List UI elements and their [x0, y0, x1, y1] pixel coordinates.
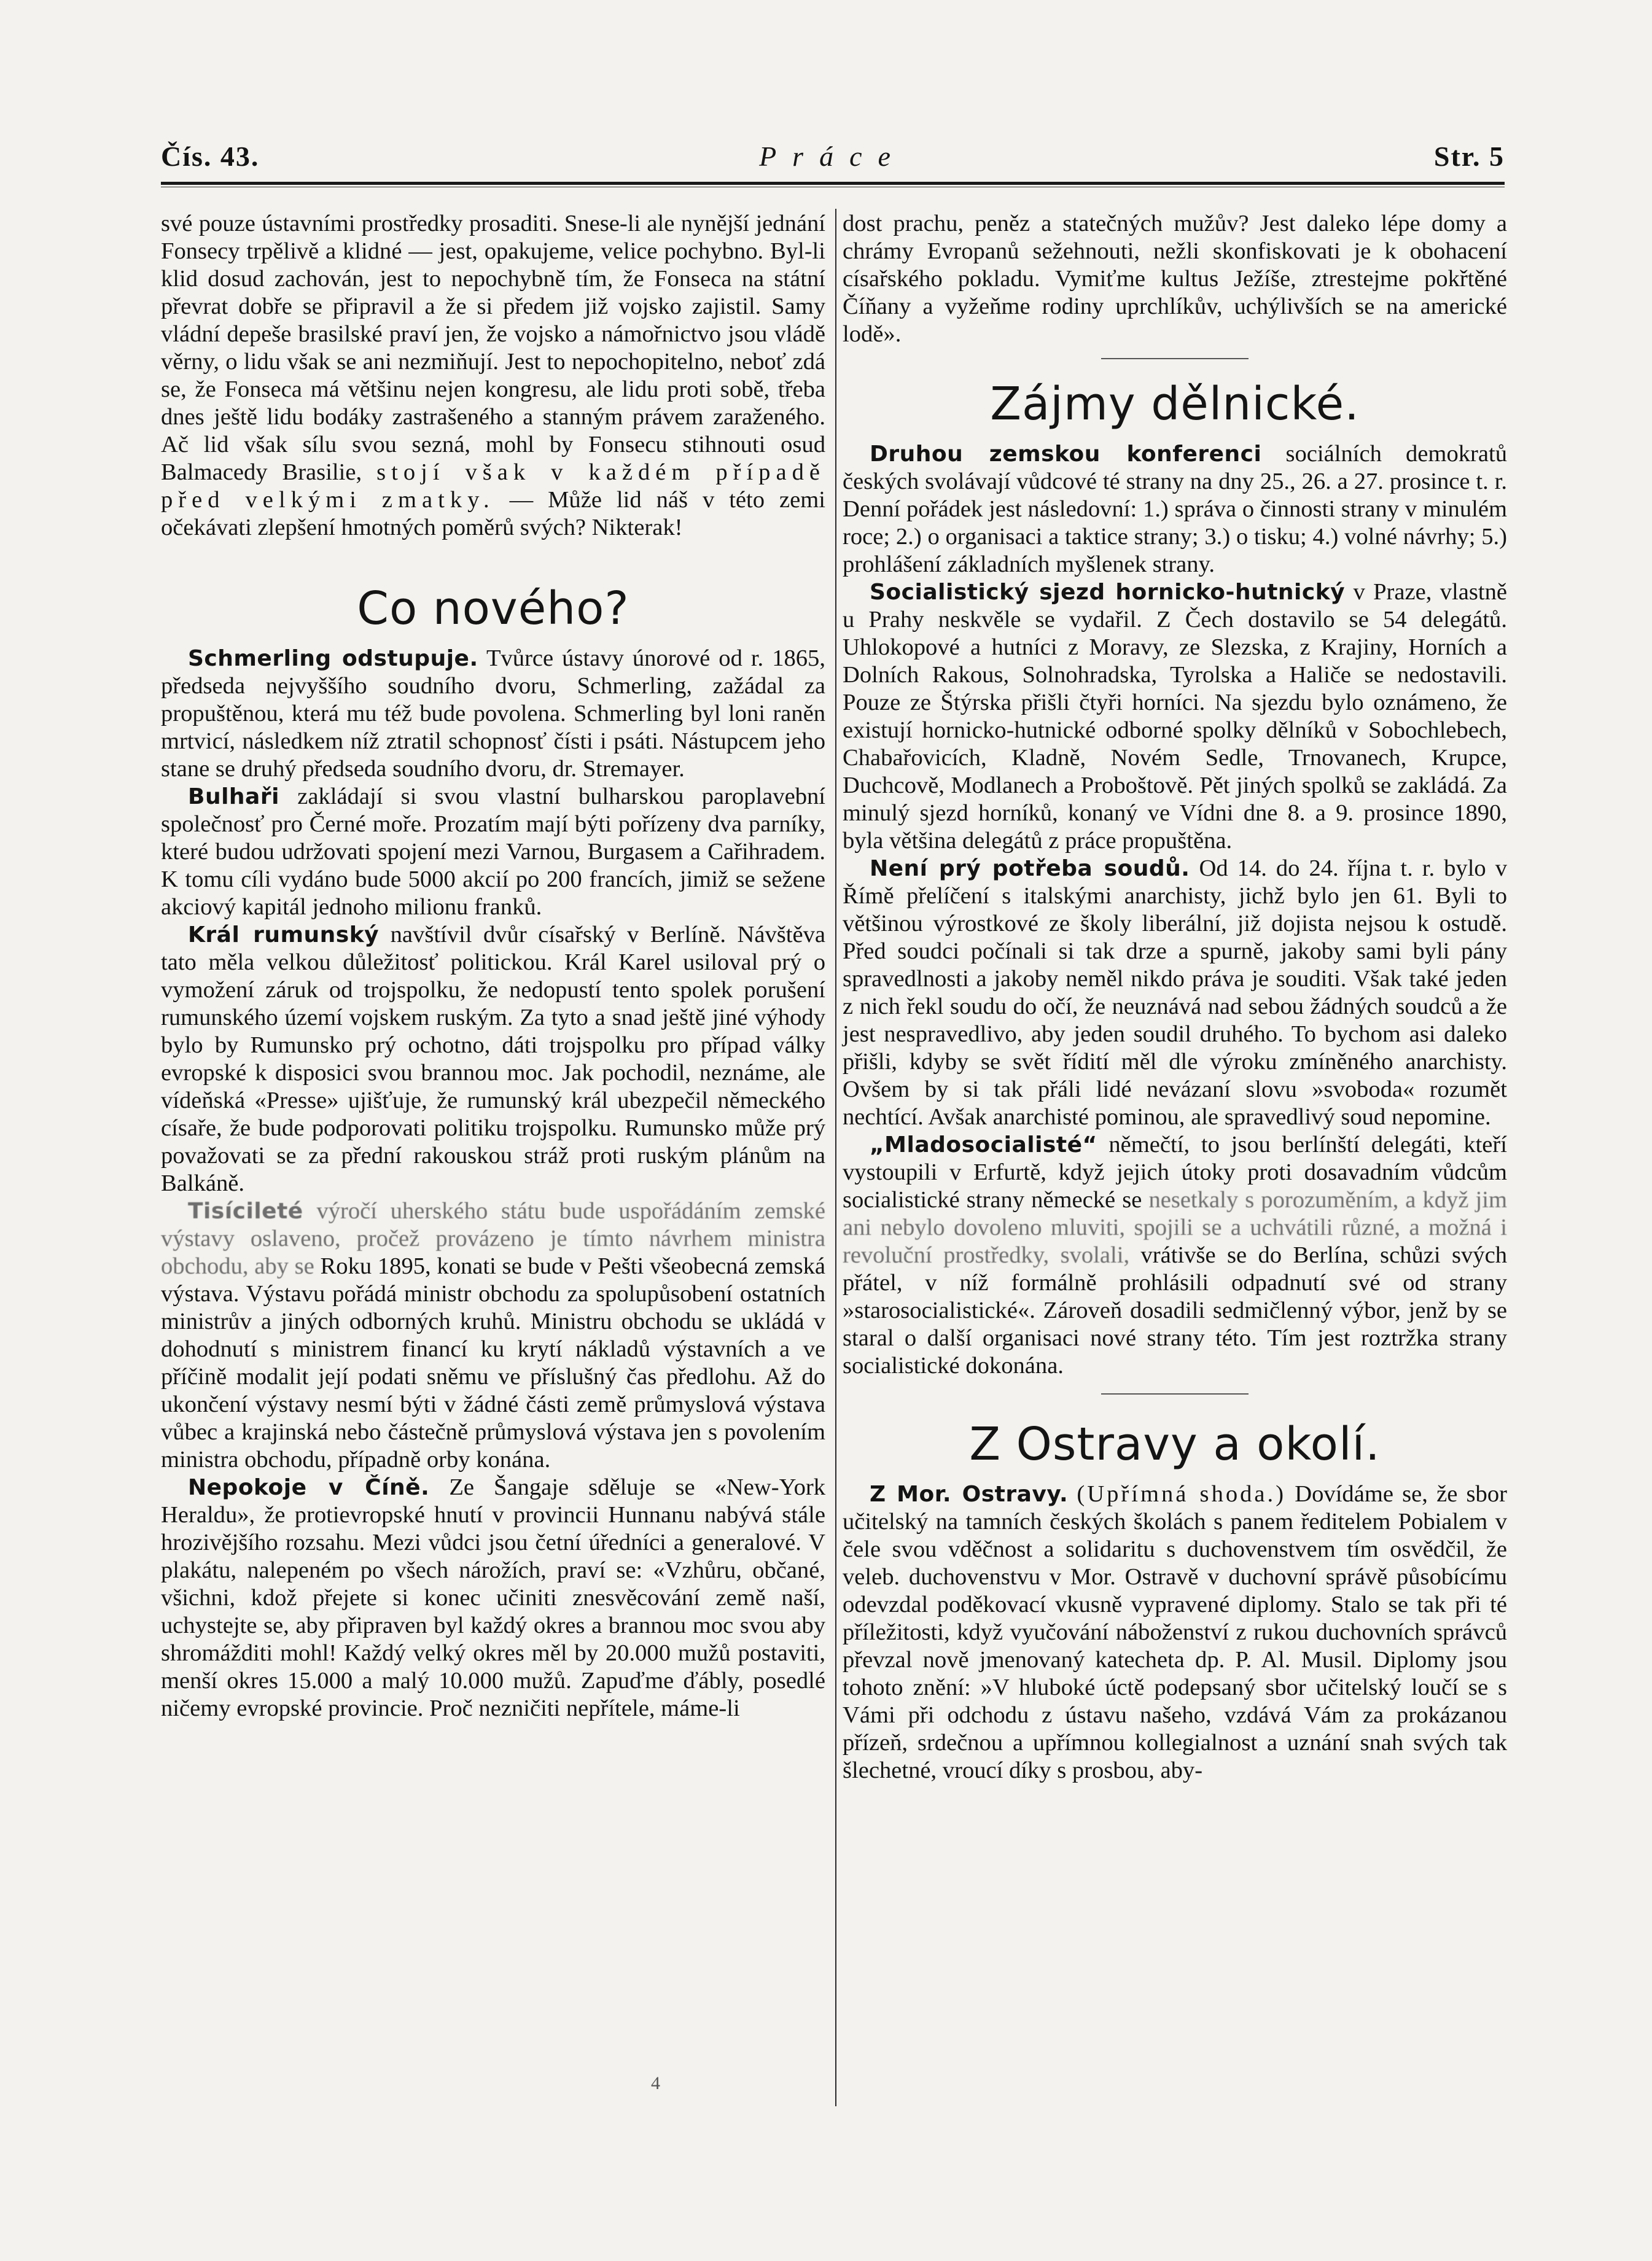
news-text-ostrava: Dovídáme se, že sbor učitelský na tamních českých školách s panem ředitelem Pobialem v čele svou vděčnost a solidaritu s duchovenstvem tím osvědčil, že veleb. duchovenstvu v Mor. Ostravě v duchovní správě působícímu odevzdal poděkovací vkusně vypravené diplomy. Stalo se tak při té příležitosti, když vyučování náboženství z rukou duchovních správců převzal nově jmenovaný katecheta dp. P. Al. Musil. Diplomy jsou tohoto znění: »V hluboké úctě podepsaný sbor učitelský loučí se s Vámi při odchodu z ústavu našeho, vzdává Vám za prokázanou přízeň, srdečnou a upřímnou kollegialnost a uznání snah svých tak šlechetné, vroucí díky s prosbou, aby-	[843, 1481, 1507, 1783]
brasilie-text: své pouze ústavními prostředky prosaditi. Snese-li ale nynější jednání Fonsecy trpělivě a klidné — jest, opakujeme, velice pochybno. Byl-li klid dosud zachován, jest to nepochybně tím, že Fonseca na státní převrat dobře se připravil a že si předem již vojsko zajistil. Samy vládní depeše brasilské praví jen, že vojsko a námořnictvo jsou vládě věrny, o lidu však se ani nezmiňují. Jest to nepochopitelno, neboť zdá se, že Fonseca má většinu nejen kongresu, ale lidu proti sobě, třeba dnes ještě lidu bodáky zastrašeného a stanným právem zaraženého. Ač lid však sílu svou sezná, mohl by Fonsecu stihnouti osud Balmacedy Brasilie,	[161, 211, 825, 485]
article-continuation-brasilie	[161, 210, 825, 542]
news-head-ostrava: Z Mor. Ostravy.	[870, 1482, 1069, 1507]
news-text-konference: sociálních demokratů českých svolávají vůdcové té strany na dny 25., 26. a 27. prosince t. r. Denní pořádek jest následovní: 1.) správa o činnosti strany v minulém roce; 2.) o organisaci a taktice strany; 3.) o tisku; 4.) volné návrhy; 5.) prohlášení základních myšlenek strany.	[843, 441, 1507, 577]
cina-continuation-text: dost prachu, peněz a statečných mužův? Jest daleko lépe domy a chrámy Evropanů sežehnouti, nežli skonfiskovati je k obohacení císařského pokladu. Vymiťme kultus Ježíše, ztrestejme pokřtěné Číňany a vyžeňme rodiny uprchlíkův, uchýlivších se na americké lodě».	[843, 211, 1507, 347]
news-text-mladosocialiste-2: vrátivše se do Berlína, schůzi svých přátel, v níž formálně prohlásili odpadnutí své od strany »starosocialistické«. Zároveň dosadili sedmičlenný výbor, jenž by se staral o další organisaci nové strany této. Tím jest roztržka strany socialistické dokonána.	[843, 1242, 1508, 1379]
newspaper-title: Práce	[759, 141, 906, 172]
news-faded-mladosocialiste-2: dovoleno mluviti, spojili se a uchvátili	[953, 1215, 1333, 1240]
news-text-tisicilete: Roku 1895, konati se bude v Pešti všeobecná zemská výstava. Výstavu pořádá ministr obchodu za spolupůsobení ostatních ministrův a jiných odborných kruhů. Ministru obchodu se ukládá v dohodnutí s ministrem financí ku krytí nákladů výstavních a ve příčině modalit její podati sněmu ve příslušný čas předlohu. Až do ukončení výstavy nesmí býti v žádné části země průmyslová výstava vůbec a krajinská nebo částečně průmyslová výstava jen s povolením ministra obchodu, případně orby konána.	[161, 1253, 825, 1473]
news-faded-mladosocialiste-3: různé, a možná i revoluční prostředky, svolali,	[843, 1215, 1507, 1268]
news-head-soudy: Není prý potřeba soudů.	[870, 856, 1190, 881]
news-item-kral-rumunsky	[161, 921, 825, 1197]
news-head-mladosocialiste: „Mladosocialisté“	[870, 1132, 1097, 1158]
article-continuation-cina	[843, 210, 1507, 348]
news-head-bulhari: Bulhaři	[188, 784, 279, 809]
right-column	[843, 210, 1507, 1784]
news-faded-mladosocialiste-1: nesetkaly s porozuměním, a když jim ani nebylo	[843, 1187, 1507, 1240]
news-subhead-ostrava: (Upřímná shoda.)	[1077, 1481, 1287, 1507]
news-head-tisicilete: Tisícileté	[188, 1199, 303, 1224]
news-item-nepokoje	[161, 1474, 825, 1722]
header-rule	[161, 182, 1505, 185]
section-title-co-noveho: Co nového?	[357, 582, 629, 635]
news-item-soudy	[843, 855, 1507, 1131]
news-head-sjezd: Socialistický sjezd hornicko-hutnický	[870, 580, 1346, 605]
brasilie-text-end: — Může lid náš v této zemi očekávati zlepšení hmotných poměrů svých? Nikterak!	[161, 487, 825, 540]
news-head-nepokoje: Nepokoje v Číně.	[188, 1475, 430, 1500]
page-header	[161, 140, 1505, 179]
news-faded-tisicilete-3: provázeno je tímto návrhem ministra obchodu, aby se	[161, 1226, 825, 1279]
news-head-konference: Druhou zemskou konferenci	[870, 442, 1262, 467]
news-text-schmerling: Tvůrce ústavy únorové od r. 1865, předseda nejvyššího soudního dvoru, Schmerling, zažádal za propuštěnou, která mu též bude povolena. Schmerling byl loni raněn mrtvicí, následkem níž ztratil schopnosť čísti i psáti. Nástupcem jeho stane se druhý předseda soudního dvoru, dr. Stremayer.	[161, 645, 825, 782]
news-item-mladosocialiste	[843, 1131, 1507, 1380]
left-column	[161, 210, 825, 1722]
news-item-konference	[843, 440, 1507, 578]
footer-mark: 4	[651, 2073, 660, 2093]
brasilie-spaced-text: stojí však v každém případě před velkými zmatky.	[161, 459, 826, 513]
section-title-zajmy-delnicke: Zájmy dělnické.	[990, 378, 1360, 430]
news-item-ostrava	[843, 1481, 1507, 1784]
news-text-kral-rumunsky: navštívil dvůr císařský v Berlíně. Návštěva tato měla velkou důležitosť politickou. Král Karel usiloval prý o vymožení záruk od trojspolku, že nedopustí tento spolek porušení rumunského území vojskem ruským. Za tyto a snad ještě jiné výhody bylo by Rumunsko prý ochotno, dáti trojspolku pro případ války evropské k disposici svou brannou moc. Jak pochodil, neznáme, ale vídeňská «Presse» ujišťuje, že rumunský král ubezpečil německého císaře, že bude podporovati politiku trojspolku. Rumunsko může prý považovati se za přední rakouskou stráž proti ruským plánům na Balkáně.	[161, 922, 826, 1196]
news-faded-tisicilete-1: výročí uherského státu bude	[316, 1198, 606, 1224]
issue-number: Čís. 43.	[161, 141, 260, 172]
news-item-schmerling	[161, 645, 825, 783]
news-text-nepokoje: Ze Šangaje sděluje se «New-York Heraldu», že protievropské hnutí v provincii Hunnanu nabývá stále hrozivějšího rozsahu. Mezi vůdci jsou četní úředníci a generalové. V plakátu, nalepeném po všech nárožích, praví se: «Vzhůru, občané, všichni, kdož přejete si konec učiniti znesvěcování země naší, uchystejte se, aby připraven byl každý okres a brannou moc svou aby shromážditi mohl! Každý velký okres měl by 20.000 mužů postaviti, menší okres 15.000 a malý 10.000 mužů. Zapuďme ďábly, posedlé ničemy evropské provincie. Proč nezničiti nepřítele, máme-li	[161, 1474, 825, 1721]
news-text-soudy: Od 14. do 24. října t. r. bylo v Římě přelíčení s italskými anarchisty, jichž bylo jen 61. Byli to většinou výrostkové ze školy liberální, již dojista nejsou k ostudě. Před soudci počínali si tak drze a spurně, jakoby sami byli pány spravedlnosti a jakoby neměl nikdo práva je souditi. Však také jeden z nich řekl soudu do očí, že neuznává nad sebou žádných soudců a že jest nespravedlivo, aby jeden soudil druhého. To bychom asi daleko přišli, kdyby se svět řídití měl dle výroku zmíněného anarchisty. Ovšem by si tak přáli lidé nevázaní slovu »svoboda« rozumět nechtící. Avšak anarchisté pominou, ale spravedlivý soud nepomine.	[843, 855, 1507, 1130]
news-head-schmerling: Schmerling odstupuje.	[188, 646, 478, 671]
section-title-z-ostravy: Z Ostravy a okolí.	[969, 1418, 1381, 1471]
news-text-mladosocialiste: němečtí, to jsou berlínští delegáti, kteří vystoupili v Erfurtě, když jejich útoky proti dosavadním vůdcům socialistické strany německé se	[843, 1132, 1507, 1213]
news-faded-tisicilete-2: uspořádáním zemské výstavy oslaveno, pročež	[161, 1198, 825, 1251]
column-divider	[835, 209, 836, 2106]
news-text-sjezd: v Praze, vlastně u Prahy neskvěle se vydařil. Z Čech dostavilo se 54 delegátů. Uhlokopové a hutníci z Moravy, ze Slezska, z Krajiny, Horních a Dolních Rakous, Solnohradska, Tyrolska a Haliče se nedostavili. Pouze ze Štýrska přišli čtyři horníci. Na sjezdu bylo oznámeno, že existují hornicko-hutnické odborné spolky dělníků v Sobochlebech, Chabařovicích, Kladně, Novém Sedle, Trnovanech, Krupce, Duchcově, Modlanech a Proboštově. Pět jiných spolků se zakládá. Za minulý sjezd horníků, konaný ve Vídni dne 8. a 9. prosince 1890, byla většina delegátů z práce propuštěna.	[843, 579, 1507, 854]
news-item-bulhari	[161, 783, 825, 921]
news-item-sjezd	[843, 578, 1507, 855]
page-number: Str. 5	[1433, 141, 1505, 172]
news-text-bulhari: zakládají si svou vlastní bulharskou paroplavební společnosť pro Černé moře. Prozatím mají býti pořízeny dva parníky, které budou udržovati spojení mezi Varnou, Burgasem a Cařihradem. K tomu cíli vydáno bude 5000 akcií po 200 francích, jimiž se sežene akciový kapitál jednoho milionu franků.	[161, 784, 825, 920]
news-head-kral-rumunsky: Král rumunský	[188, 922, 380, 948]
news-item-tisicilete	[161, 1197, 825, 1474]
